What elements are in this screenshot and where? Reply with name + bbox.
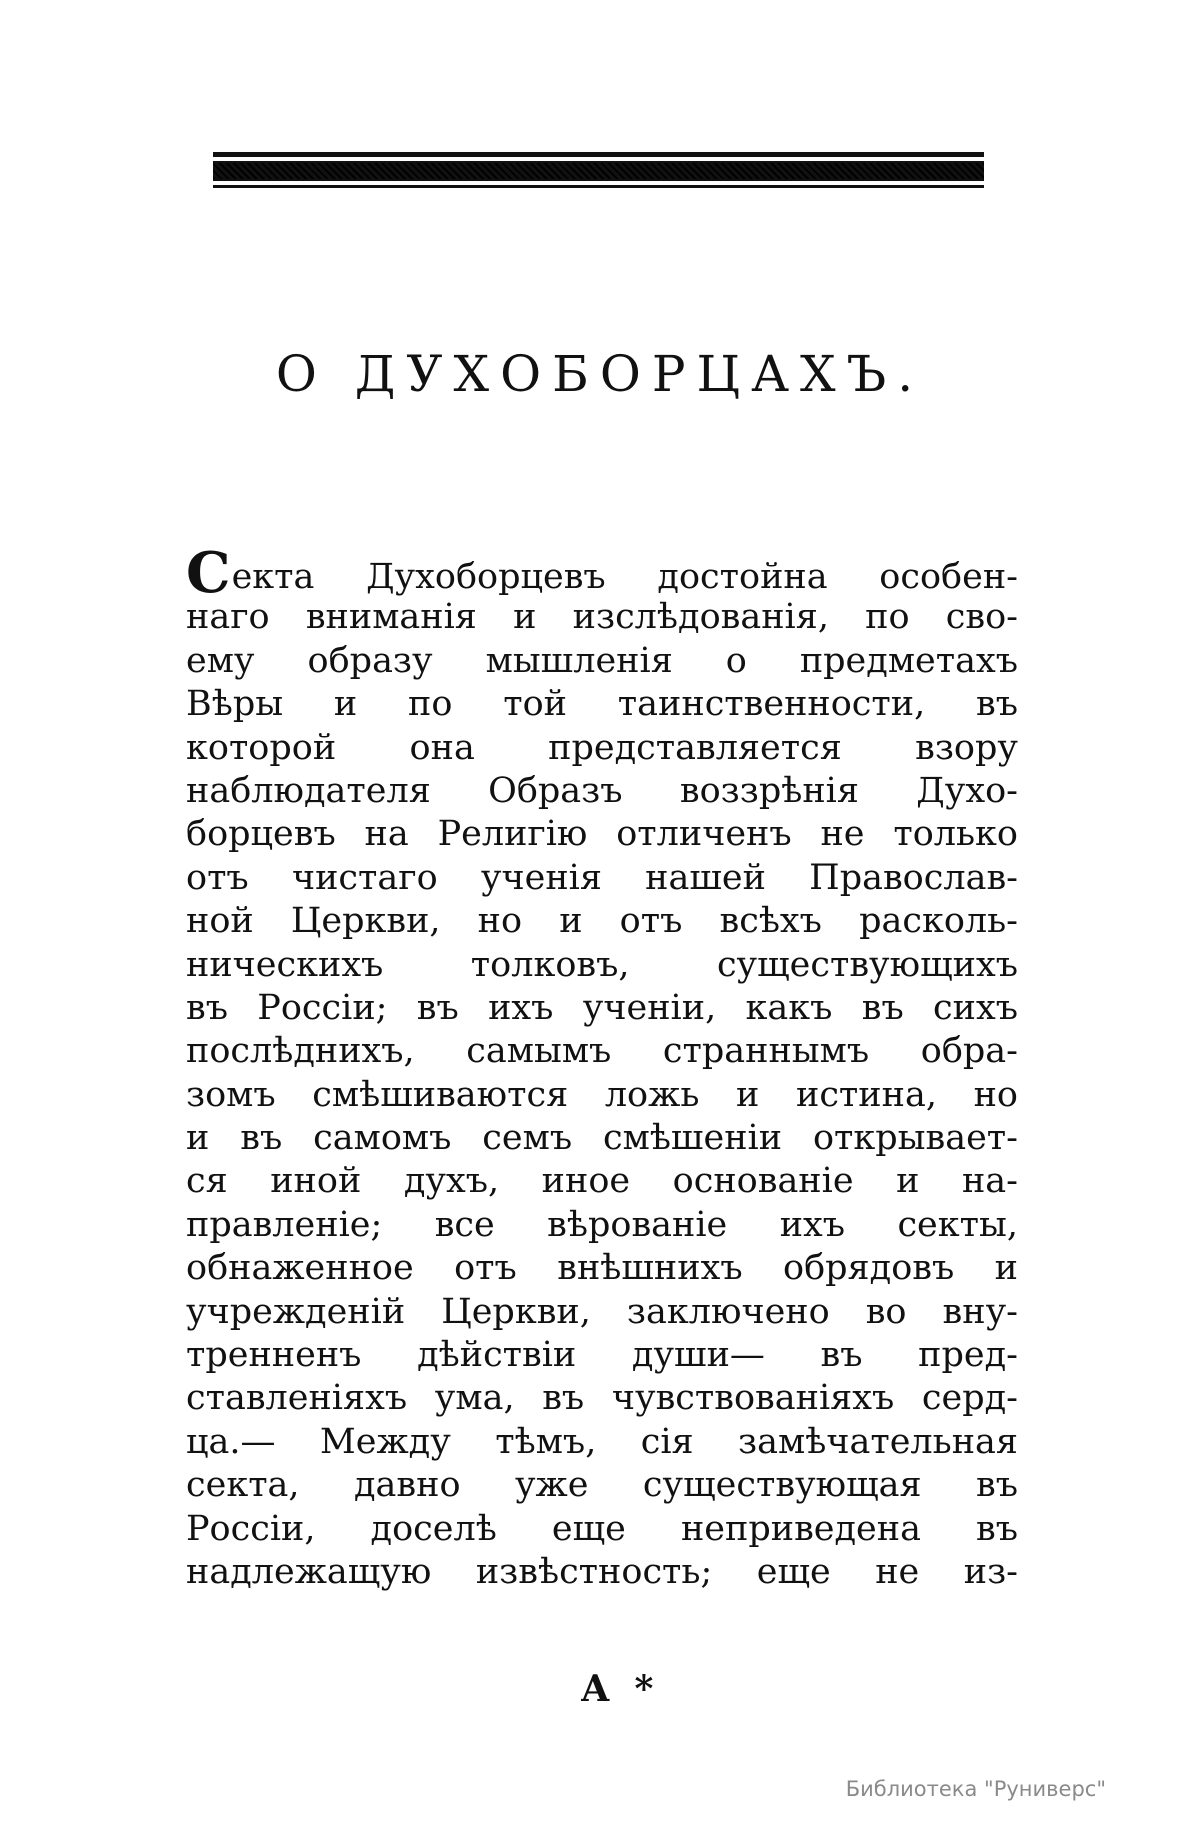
text-line: секта, давно уже существующая въ — [186, 1465, 1018, 1506]
header-rule-top — [213, 152, 984, 157]
text-line: ца.— Между тѣмъ, сія замѣчательная — [186, 1421, 1018, 1462]
text-line: наблюдателя Образъ воззрѣнія Духо- — [186, 770, 1018, 811]
drop-cap: С — [186, 540, 231, 606]
text-line: послѣднихъ, самымъ страннымъ обра- — [186, 1031, 1018, 1072]
text-line: учрежденій Церкви, заключено во вну- — [186, 1291, 1018, 1332]
text-line: зомъ смѣшиваются ложь и истина, но — [186, 1074, 1018, 1115]
library-watermark: Библиотека "Руниверс" — [845, 1777, 1106, 1801]
text-line: и въ самомъ семъ смѣшеніи открывает- — [186, 1118, 1018, 1159]
text-line: наго вниманія и изслѣдованія, по сво- — [186, 597, 1018, 638]
text-line: Россіи, доселѣ еще неприведена въ — [186, 1508, 1018, 1549]
header-ornament-pattern — [213, 161, 984, 181]
text-line: ставленіяхъ ума, въ чувствованіяхъ серд- — [186, 1378, 1018, 1419]
first-line-rest: екта Духоборцевъ достойна особен- — [231, 557, 1018, 597]
header-rule-bottom — [213, 185, 984, 188]
text-line: ной Церкви, но и отъ всѣхъ расколь- — [186, 901, 1018, 942]
text-line: тренненъ дѣйствіи души— въ пред- — [186, 1335, 1018, 1376]
chapter-title: О ДУХОБОРЦАХЪ. — [275, 345, 925, 403]
text-line: борцевъ на Религію отличенъ не только — [186, 814, 1018, 855]
text-line: обнаженное отъ внѣшнихъ обрядовъ и — [186, 1248, 1018, 1289]
printer-signature-mark: А * — [580, 1668, 660, 1710]
text-line: Вѣры и по той таинственности, въ — [186, 684, 1018, 725]
text-line: въ Россіи; въ ихъ ученіи, какъ въ сихъ — [186, 987, 1018, 1028]
ornamental-header-rule — [213, 152, 984, 188]
text-line: которой она представляется взору — [186, 727, 1018, 768]
text-line: ническихъ толковъ, существующихъ — [186, 944, 1018, 985]
text-line: ся иной духъ, иное основаніе и на- — [186, 1161, 1018, 1202]
text-line: надлежащую извѣстность; еще не из- — [186, 1551, 1018, 1592]
text-line-first — [186, 540, 1018, 606]
text-line: ему образу мышленія о предметахъ — [186, 640, 1018, 681]
text-line: правленіе; все вѣрованіе ихъ секты, — [186, 1204, 1018, 1245]
body-text — [186, 540, 1018, 1594]
text-line: отъ чистаго ученія нашей Православ- — [186, 857, 1018, 898]
